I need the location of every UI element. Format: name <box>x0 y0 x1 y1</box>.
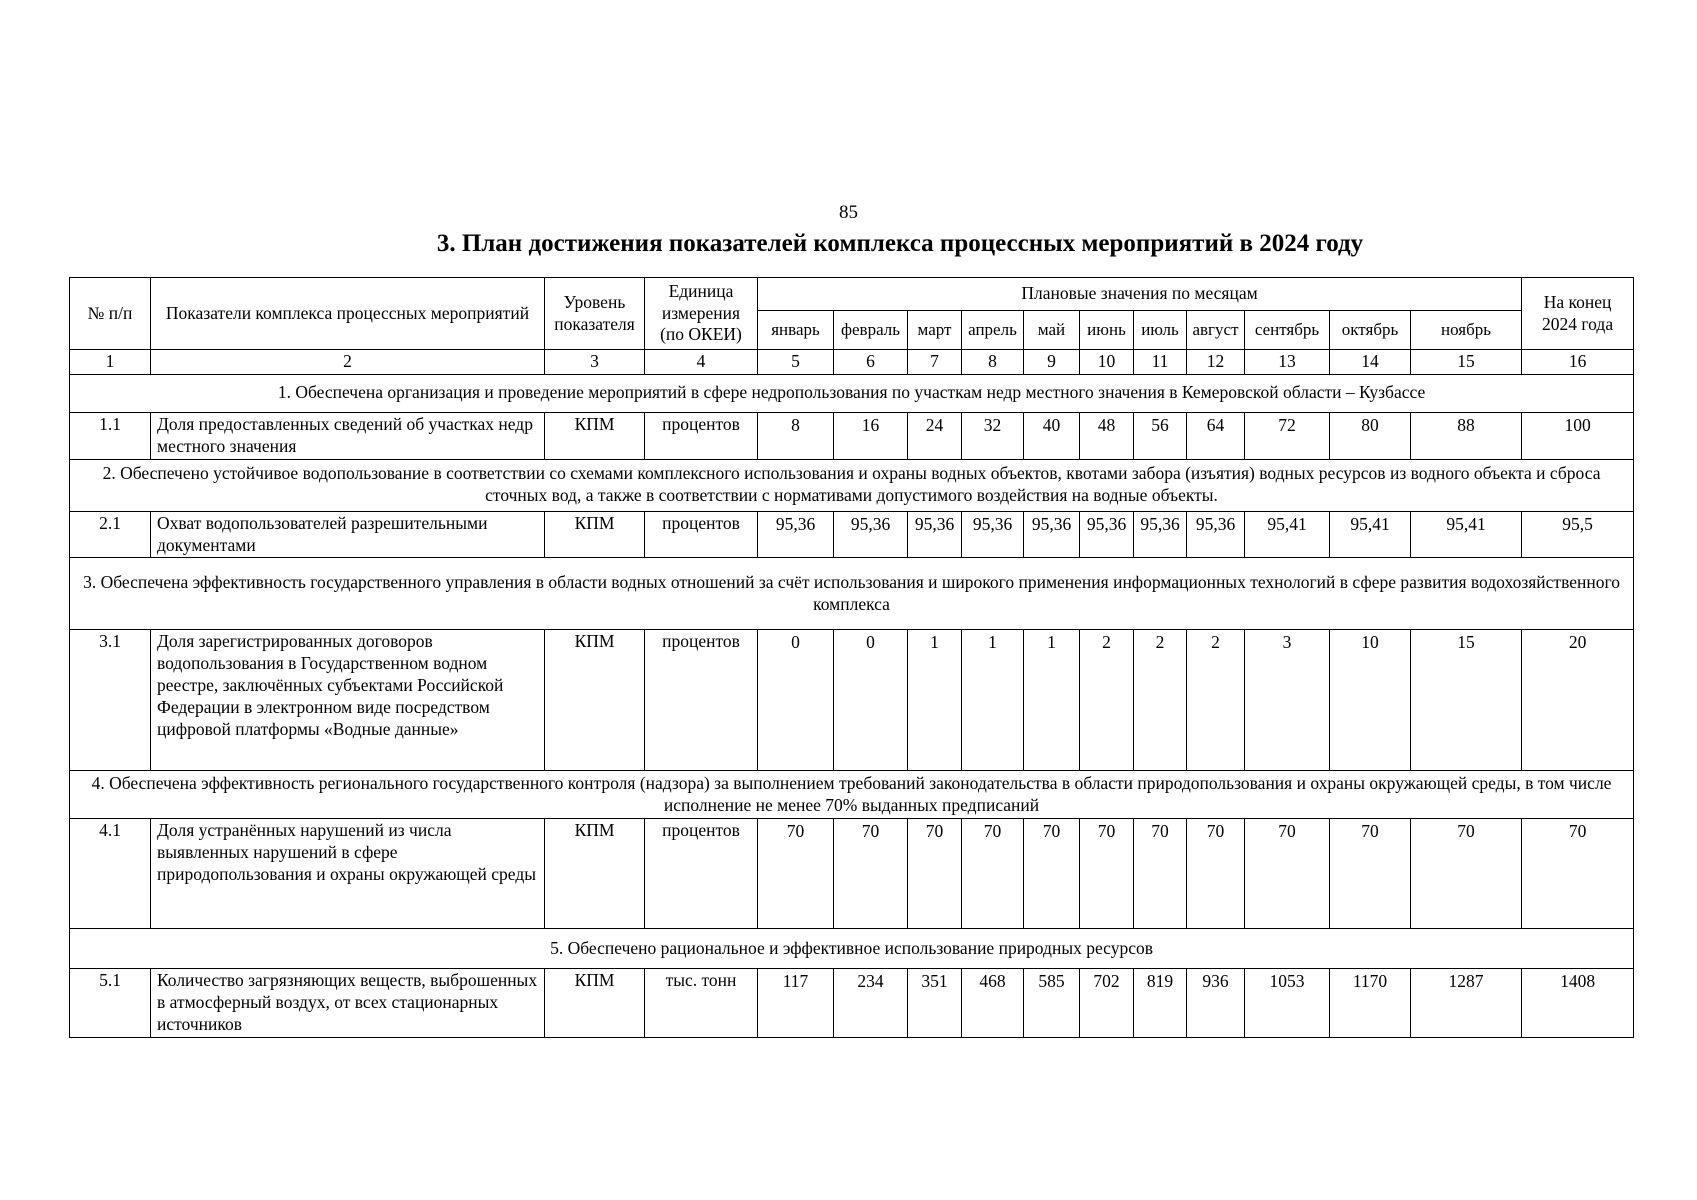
column-number: 12 <box>1187 350 1245 375</box>
section-title: 2. Обеспечено устойчивое водопользование в соответствии со схемами комплексного использования и охраны водных объектов, квотами забора (изъятия) водных ресурсов из водного объекта и сброса сточных вод, а также в соответствии с нормативами допустимого воздействия на водные объекты. <box>70 459 1634 511</box>
column-number: 6 <box>834 350 908 375</box>
column-number: 7 <box>908 350 962 375</box>
header-month: сентябрь <box>1245 311 1330 350</box>
month-value: 40 <box>1024 412 1080 459</box>
end-of-year-value: 70 <box>1522 819 1634 929</box>
header-month: апрель <box>962 311 1024 350</box>
month-value: 936 <box>1187 969 1245 1038</box>
column-numbers-row <box>70 350 1634 375</box>
column-number: 10 <box>1080 350 1134 375</box>
month-value: 80 <box>1330 412 1411 459</box>
table-row <box>70 969 1634 1038</box>
section-row <box>70 929 1634 969</box>
section-row <box>70 459 1634 511</box>
header-month: июнь <box>1080 311 1134 350</box>
row-level: КПМ <box>545 969 645 1038</box>
month-value: 95,36 <box>1187 511 1245 558</box>
month-value: 64 <box>1187 412 1245 459</box>
month-value: 70 <box>962 819 1024 929</box>
row-num: 2.1 <box>70 511 151 558</box>
month-value: 32 <box>962 412 1024 459</box>
header-planned: Плановые значения по месяцам <box>758 278 1522 311</box>
month-value: 3 <box>1245 630 1330 771</box>
month-value: 95,36 <box>962 511 1024 558</box>
column-number: 5 <box>758 350 834 375</box>
month-value: 95,41 <box>1330 511 1411 558</box>
row-indicator-name: Количество загрязняющих веществ, выброшенных в атмосферный воздух, от всех стационарных источников <box>151 969 545 1038</box>
table-row <box>70 819 1634 929</box>
month-value: 95,41 <box>1245 511 1330 558</box>
column-number: 14 <box>1330 350 1411 375</box>
month-value: 70 <box>1024 819 1080 929</box>
month-value: 95,36 <box>1134 511 1187 558</box>
table-body <box>70 374 1634 1037</box>
plan-table <box>69 277 1634 1038</box>
column-number: 1 <box>70 350 151 375</box>
section-row <box>70 771 1634 819</box>
month-value: 819 <box>1134 969 1187 1038</box>
column-number: 11 <box>1134 350 1187 375</box>
column-number: 15 <box>1411 350 1522 375</box>
month-value: 0 <box>758 630 834 771</box>
month-value: 70 <box>1187 819 1245 929</box>
month-value: 24 <box>908 412 962 459</box>
month-value: 16 <box>834 412 908 459</box>
row-indicator-name: Доля предоставленных сведений об участках недр местного значения <box>151 412 545 459</box>
month-value: 70 <box>1411 819 1522 929</box>
header-month: февраль <box>834 311 908 350</box>
column-number: 8 <box>962 350 1024 375</box>
row-indicator-name: Доля зарегистрированных договоров водопользования в Государственном водном реестре, заключённых субъектами Российской Федерации в электронном виде посредством цифровой платформы «Водные данные» <box>151 630 545 771</box>
header-month: март <box>908 311 962 350</box>
row-unit: процентов <box>645 511 758 558</box>
row-level: КПМ <box>545 511 645 558</box>
month-value: 70 <box>758 819 834 929</box>
month-value: 10 <box>1330 630 1411 771</box>
end-of-year-value: 20 <box>1522 630 1634 771</box>
month-value: 351 <box>908 969 962 1038</box>
row-num: 5.1 <box>70 969 151 1038</box>
header-month: август <box>1187 311 1245 350</box>
header-month: июль <box>1134 311 1187 350</box>
row-level: КПМ <box>545 630 645 771</box>
month-value: 70 <box>834 819 908 929</box>
header-month: май <box>1024 311 1080 350</box>
end-of-year-value: 100 <box>1522 412 1634 459</box>
header-num: № п/п <box>70 278 151 350</box>
row-num: 1.1 <box>70 412 151 459</box>
month-value: 48 <box>1080 412 1134 459</box>
month-value: 468 <box>962 969 1024 1038</box>
section-row <box>70 374 1634 412</box>
row-indicator-name: Охват водопользователей разрешительными документами <box>151 511 545 558</box>
header-month: январь <box>758 311 834 350</box>
month-value: 70 <box>1330 819 1411 929</box>
section-title: 3. Обеспечена эффективность государственного управления в области водных отношений за счёт использования и широкого применения информационных технологий в сфере развития водохозяйственного комплекса <box>70 558 1634 630</box>
month-value: 1 <box>1024 630 1080 771</box>
row-level: КПМ <box>545 412 645 459</box>
month-value: 8 <box>758 412 834 459</box>
month-value: 2 <box>1080 630 1134 771</box>
month-value: 95,36 <box>1080 511 1134 558</box>
month-value: 2 <box>1134 630 1187 771</box>
header-month: ноябрь <box>1411 311 1522 350</box>
header-indicator: Показатели комплекса процессных мероприятий <box>151 278 545 350</box>
month-value: 0 <box>834 630 908 771</box>
row-num: 4.1 <box>70 819 151 929</box>
month-value: 2 <box>1187 630 1245 771</box>
section-title: 5. Обеспечено рациональное и эффективное использование природных ресурсов <box>70 929 1634 969</box>
row-unit: тыс. тонн <box>645 969 758 1038</box>
month-value: 95,36 <box>834 511 908 558</box>
row-level: КПМ <box>545 819 645 929</box>
section-title: 4. Обеспечена эффективность регионального государственного контроля (надзора) за выполнением требований законодательства в области природопользования и охраны окружающей среды, в том числе исполнение не менее 70% выданных предписаний <box>70 771 1634 819</box>
header-end-of-year: На конец 2024 года <box>1522 278 1634 350</box>
month-value: 88 <box>1411 412 1522 459</box>
row-indicator-name: Доля устранённых нарушений из числа выявленных нарушений в сфере природопользования и охраны окружающей среды <box>151 819 545 929</box>
month-value: 585 <box>1024 969 1080 1038</box>
month-value: 70 <box>1245 819 1330 929</box>
month-value: 95,41 <box>1411 511 1522 558</box>
table-row <box>70 412 1634 459</box>
end-of-year-value: 95,5 <box>1522 511 1634 558</box>
month-value: 15 <box>1411 630 1522 771</box>
section-title: 1. Обеспечена организация и проведение мероприятий в сфере недропользования по участкам недр местного значения в Кемеровской области – Кузбассе <box>70 374 1634 412</box>
month-value: 1 <box>908 630 962 771</box>
table-row <box>70 630 1634 771</box>
column-number: 9 <box>1024 350 1080 375</box>
section-row <box>70 558 1634 630</box>
header-level: Уровень показателя <box>545 278 645 350</box>
column-number: 3 <box>545 350 645 375</box>
header-month: октябрь <box>1330 311 1411 350</box>
column-number: 13 <box>1245 350 1330 375</box>
month-value: 1287 <box>1411 969 1522 1038</box>
row-unit: процентов <box>645 819 758 929</box>
column-number: 4 <box>645 350 758 375</box>
month-value: 1170 <box>1330 969 1411 1038</box>
row-num: 3.1 <box>70 630 151 771</box>
month-value: 95,36 <box>908 511 962 558</box>
month-value: 70 <box>1134 819 1187 929</box>
month-value: 70 <box>908 819 962 929</box>
end-of-year-value: 1408 <box>1522 969 1634 1038</box>
month-value: 702 <box>1080 969 1134 1038</box>
month-value: 1053 <box>1245 969 1330 1038</box>
column-number: 2 <box>151 350 545 375</box>
month-value: 1 <box>962 630 1024 771</box>
month-value: 117 <box>758 969 834 1038</box>
table-row <box>70 511 1634 558</box>
month-value: 56 <box>1134 412 1187 459</box>
document-title: 3. План достижения показателей комплекса процессных мероприятий в 2024 году <box>436 230 1364 257</box>
row-unit: процентов <box>645 630 758 771</box>
row-unit: процентов <box>645 412 758 459</box>
month-value: 70 <box>1080 819 1134 929</box>
month-value: 234 <box>834 969 908 1038</box>
header-unit: Единица измерения (по ОКЕИ) <box>645 278 758 350</box>
column-number: 16 <box>1522 350 1634 375</box>
month-value: 95,36 <box>1024 511 1080 558</box>
page-number: 85 <box>839 202 858 223</box>
month-value: 95,36 <box>758 511 834 558</box>
month-value: 72 <box>1245 412 1330 459</box>
